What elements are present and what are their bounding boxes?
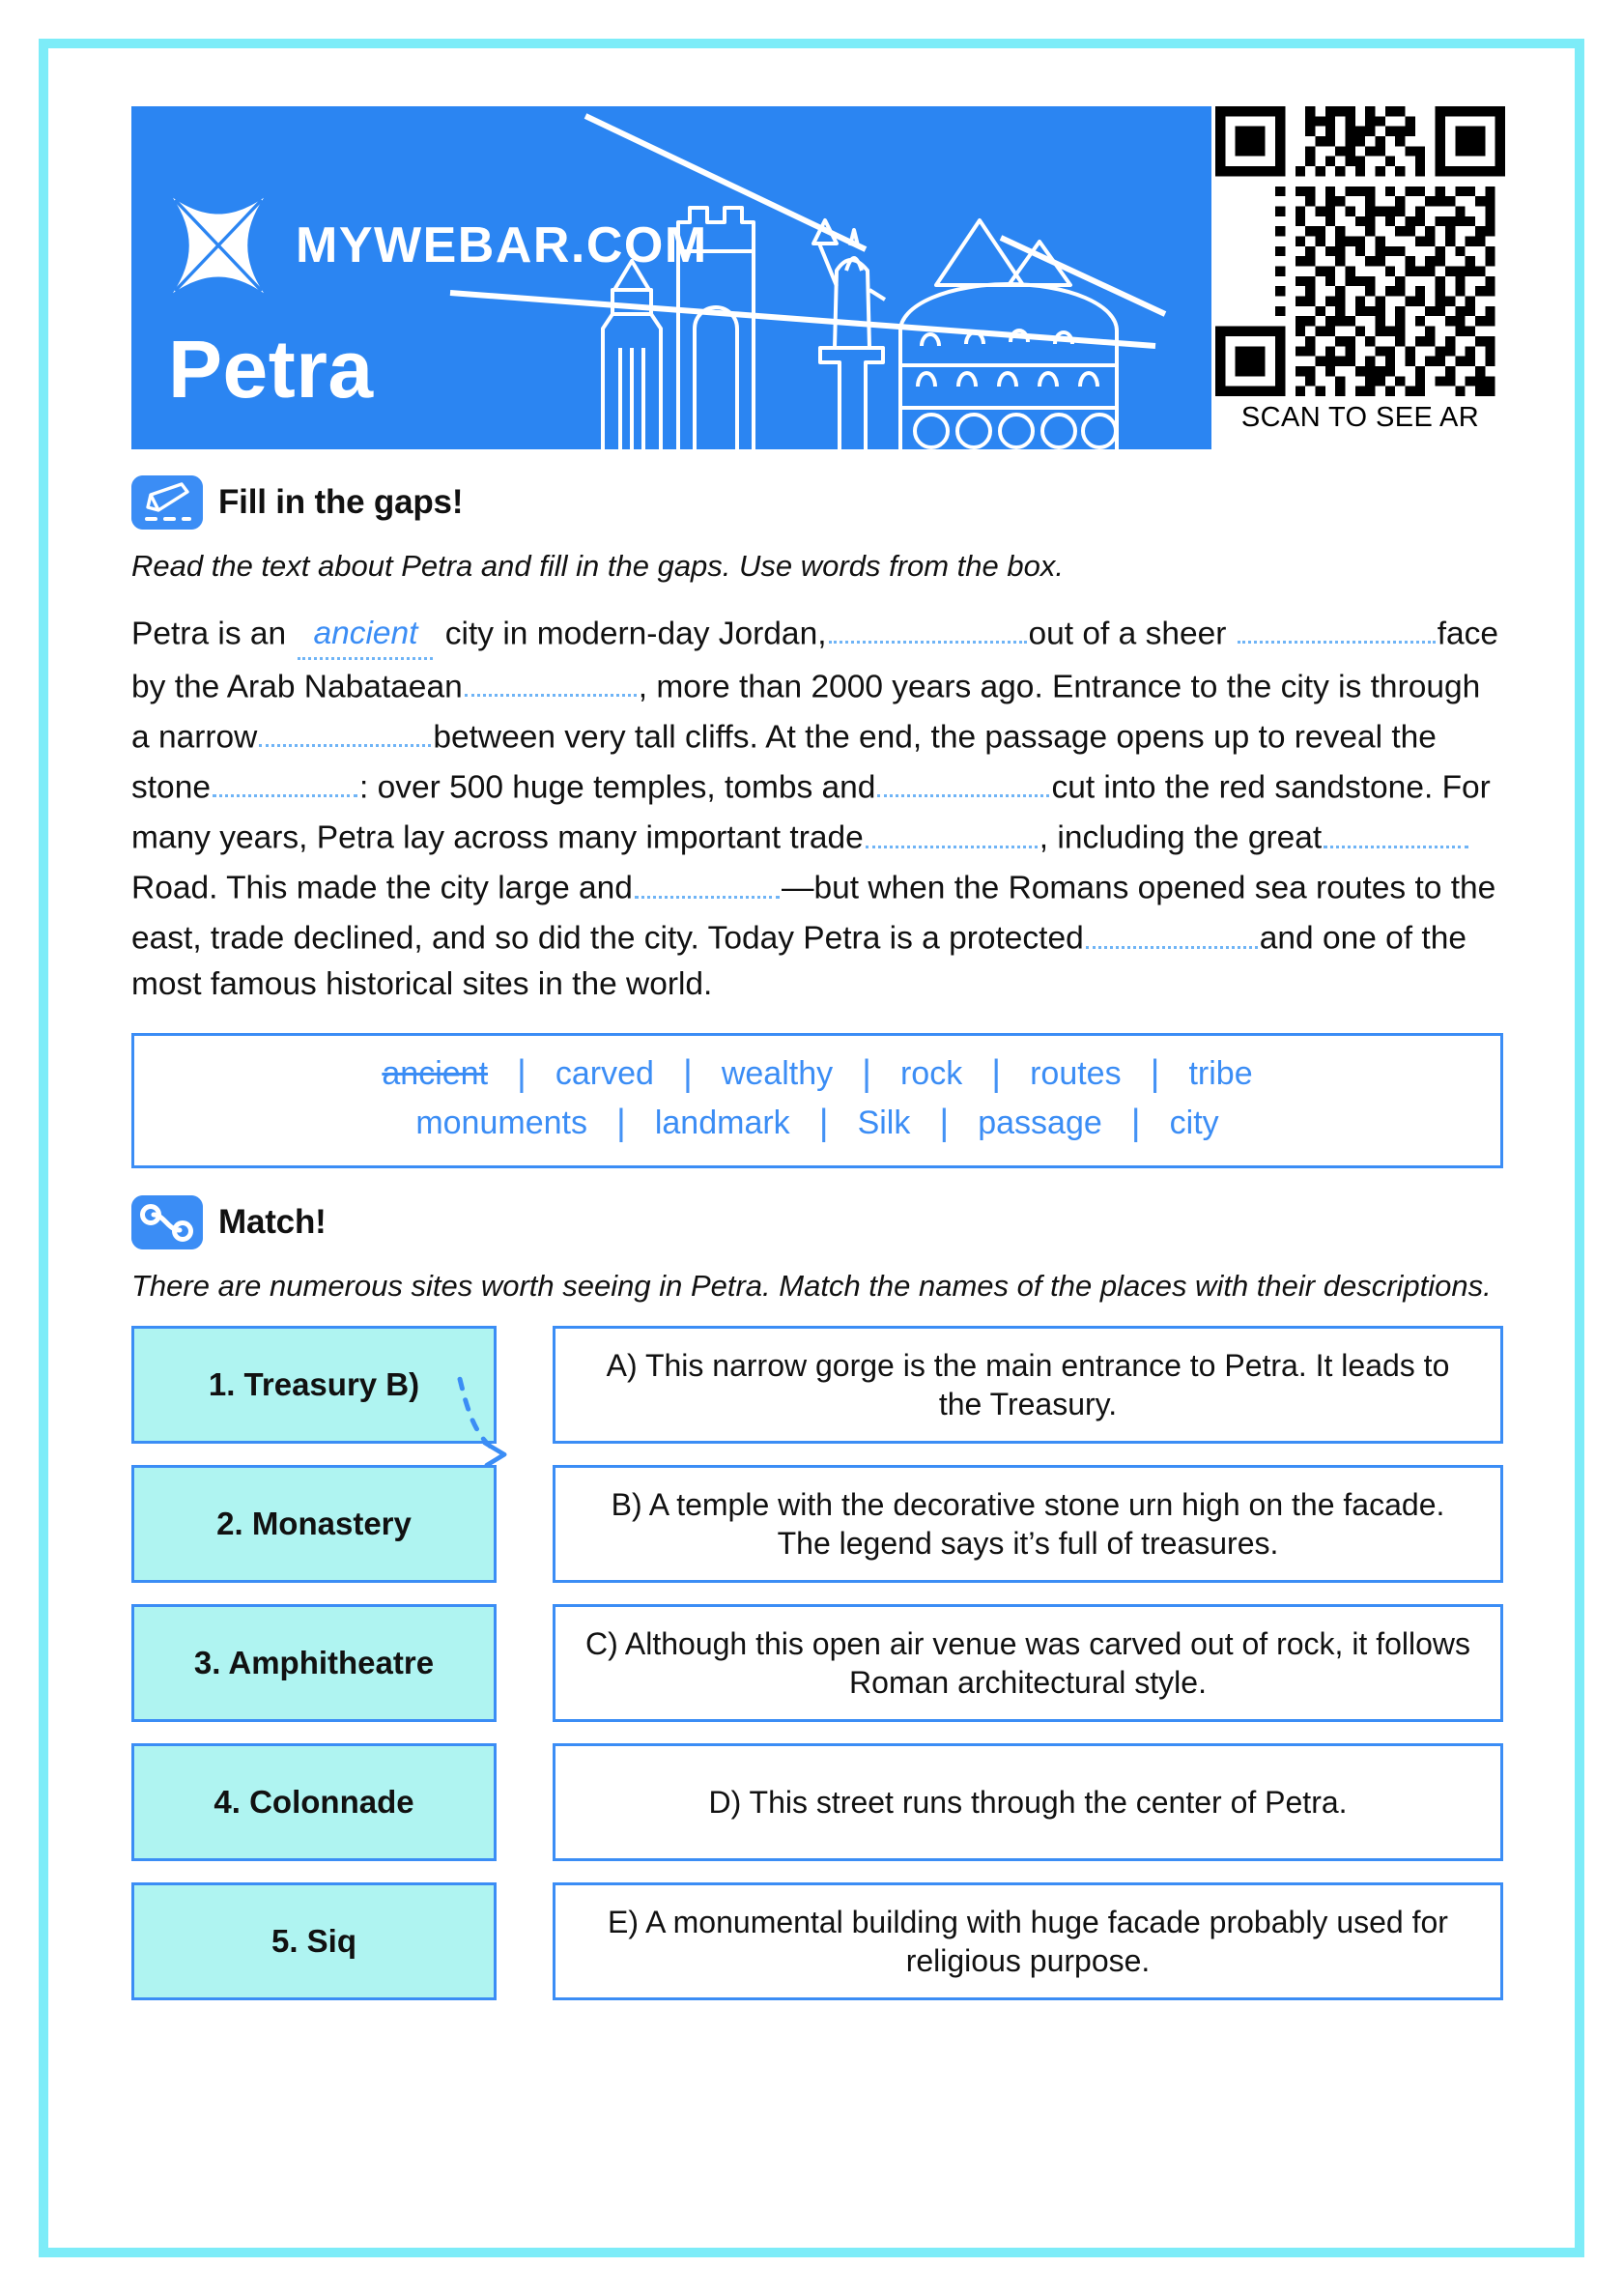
match-description-e[interactable]: E) A monumental building with huge facade probably used for religious purpose. bbox=[553, 1882, 1503, 2000]
gap-blank-7[interactable] bbox=[866, 811, 1038, 848]
brand-name: MYWEBAR.COM bbox=[296, 217, 708, 273]
gap-blank-1[interactable] bbox=[829, 607, 1027, 645]
worksheet-content bbox=[68, 68, 1555, 2228]
match-description-d[interactable]: D) This street runs through the center of Petra. bbox=[553, 1743, 1503, 1861]
word-bank-row-1 bbox=[154, 1049, 1481, 1099]
word-separator: | bbox=[615, 1103, 626, 1144]
gap-fill-text bbox=[131, 607, 1501, 1008]
text-segment: , more than 2000 years bbox=[638, 669, 972, 705]
match-gutter bbox=[497, 1743, 553, 1861]
match-gutter bbox=[497, 1465, 553, 1583]
text-segment: cut into the red sandstone. bbox=[1051, 769, 1434, 806]
text-segment: : over bbox=[358, 769, 441, 806]
title-banner bbox=[131, 106, 1211, 449]
text-segment: city in modern-day Jordan, bbox=[444, 616, 827, 652]
pencil-gaps-icon bbox=[131, 475, 203, 530]
match-gutter bbox=[497, 1604, 553, 1722]
word-chip[interactable]: rock bbox=[899, 1054, 963, 1092]
match-exercise bbox=[131, 1326, 1503, 2000]
text-segment: and one of the most famous historical bbox=[131, 920, 1466, 1003]
brand bbox=[164, 191, 708, 300]
text-segment: ago. Entrance to the city is through a narrow bbox=[131, 669, 1481, 756]
word-chip[interactable]: landmark bbox=[654, 1104, 790, 1141]
match-term-5[interactable]: 5. Siq bbox=[131, 1882, 497, 2000]
text-segment: the Romans opened sea routes to the east, trade declined, and so did the city. bbox=[131, 870, 1496, 957]
match-gutter bbox=[497, 1326, 553, 1444]
text-segment: Today Petra is a protected bbox=[707, 920, 1084, 957]
match-term-4[interactable]: 4. Colonnade bbox=[131, 1743, 497, 1861]
text-segment: the great bbox=[1193, 819, 1323, 856]
task-instruction: There are numerous sites worth seeing in Petra. Match the names of the places with their descriptions. bbox=[131, 1268, 1492, 1303]
match-link-icon bbox=[131, 1195, 203, 1249]
word-separator: | bbox=[939, 1103, 950, 1144]
word-chip[interactable]: tribe bbox=[1188, 1054, 1253, 1092]
word-separator: | bbox=[1130, 1103, 1141, 1144]
word-chip[interactable]: city bbox=[1169, 1104, 1219, 1141]
header bbox=[95, 89, 1528, 475]
text-segment: out of a sheer bbox=[1028, 616, 1227, 652]
text-segment: 500 huge temples, tombs and bbox=[449, 769, 876, 806]
word-separator: | bbox=[1150, 1053, 1160, 1095]
gap-blank-4[interactable] bbox=[259, 710, 431, 748]
match-description-c[interactable]: C) Although this open air venue was carved out of rock, it follows Roman architectural style. bbox=[553, 1604, 1503, 1722]
word-separator: | bbox=[862, 1053, 871, 1095]
text-segment: —but when bbox=[781, 870, 946, 906]
text-segment: face by the Arab Nabataean bbox=[131, 616, 1499, 705]
match-gutter bbox=[497, 1882, 553, 2000]
task-title: Fill in the gaps! bbox=[218, 483, 464, 521]
text-segment: For many years, Petra lay across many important trade bbox=[131, 769, 1491, 856]
word-chip[interactable]: passage bbox=[978, 1104, 1102, 1141]
gap-blank-9[interactable] bbox=[635, 861, 780, 899]
task-header-fill-in-the-gaps bbox=[131, 475, 1528, 530]
task-header-match bbox=[131, 1195, 1528, 1249]
word-separator: | bbox=[818, 1103, 829, 1144]
word-bank-row-2 bbox=[154, 1099, 1481, 1148]
text-segment: sites in the world. bbox=[462, 966, 713, 1003]
gap-blank-2[interactable] bbox=[1238, 607, 1436, 645]
qr-caption: SCAN TO SEE AR bbox=[1240, 402, 1480, 433]
word-chip[interactable]: wealthy bbox=[721, 1054, 834, 1092]
task-instruction: Read the text about Petra and fill in the gaps. Use words from the box. bbox=[131, 549, 1064, 583]
match-description-b[interactable]: B) A temple with the decorative stone urn high on the facade. The legend says it’s full of treasures. bbox=[553, 1465, 1503, 1583]
match-term-2[interactable]: 2. Monastery bbox=[131, 1465, 497, 1583]
task-title: Match! bbox=[218, 1202, 327, 1241]
qr-code-icon[interactable] bbox=[1215, 106, 1505, 396]
page-title: Petra bbox=[168, 324, 374, 415]
word-chip[interactable]: ancient bbox=[382, 1054, 489, 1092]
text-segment: cliffs. At the end, the passage opens up to reveal the stone bbox=[131, 719, 1437, 806]
word-chip[interactable]: carved bbox=[555, 1054, 654, 1092]
text-segment: Road. This made the city large and bbox=[131, 870, 633, 906]
match-term-1[interactable]: 1. Treasury B) bbox=[131, 1326, 497, 1444]
word-separator: | bbox=[991, 1053, 1002, 1095]
qr-section bbox=[1206, 106, 1515, 434]
match-description-a[interactable]: A) This narrow gorge is the main entrance to Petra. It leads to the Treasury. bbox=[553, 1326, 1503, 1444]
word-bank bbox=[131, 1033, 1503, 1168]
gap-answer-filled[interactable]: ancient bbox=[298, 611, 433, 660]
word-separator: | bbox=[682, 1053, 693, 1095]
text-segment: Petra is an bbox=[131, 616, 287, 652]
gap-blank-8[interactable] bbox=[1324, 811, 1468, 848]
text-segment: , including bbox=[1039, 819, 1185, 856]
mywebar-x-logo-icon bbox=[164, 191, 272, 300]
gap-blank-6[interactable] bbox=[877, 761, 1049, 798]
word-chip[interactable]: Silk bbox=[857, 1104, 911, 1141]
gap-blank-10[interactable] bbox=[1086, 911, 1258, 949]
match-grid bbox=[131, 1326, 1503, 2000]
word-separator: | bbox=[517, 1053, 527, 1095]
word-chip[interactable]: routes bbox=[1030, 1054, 1122, 1092]
gap-blank-5[interactable] bbox=[213, 761, 357, 798]
gap-blank-3[interactable] bbox=[465, 660, 637, 698]
match-term-3[interactable]: 3. Amphitheatre bbox=[131, 1604, 497, 1722]
word-chip[interactable]: monuments bbox=[415, 1104, 587, 1141]
text-segment: between very tall bbox=[433, 719, 676, 756]
